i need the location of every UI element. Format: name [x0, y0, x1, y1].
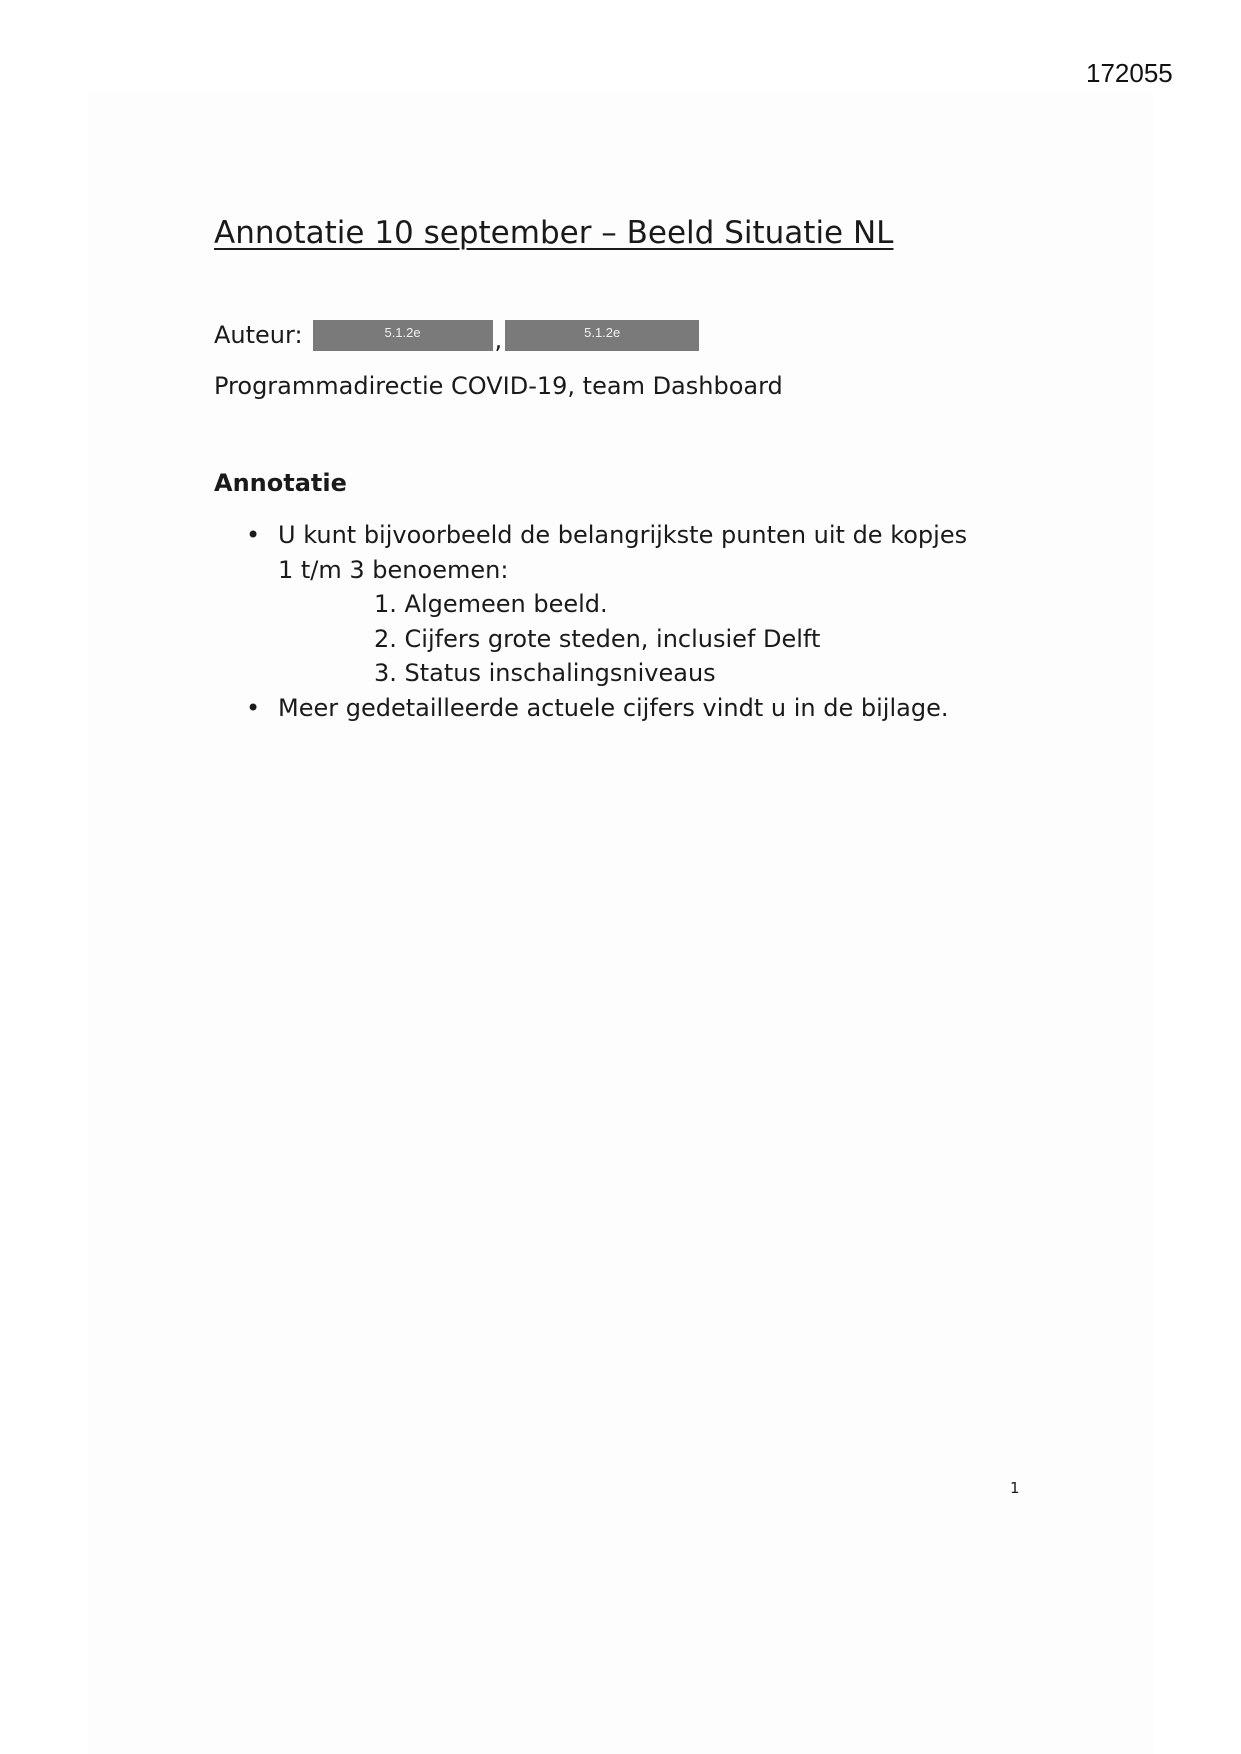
page-number: 1 [1010, 1479, 1020, 1497]
numbered-item: 1. Algemeen beeld. [374, 590, 608, 618]
bullet-list [214, 518, 1034, 725]
numbered-list [278, 587, 1034, 691]
bullet-marker: • [246, 693, 261, 722]
organization-line: Programmadirectie COVID-19, team Dashboard [214, 372, 783, 400]
bullet-text-line: 1 t/m 3 benoemen: [278, 555, 509, 584]
author-label: Auteur: [214, 321, 303, 349]
numbered-item: 3. Status inschalingsniveaus [374, 659, 716, 687]
bullet-marker: • [246, 521, 261, 549]
section-heading: Annotatie [214, 469, 347, 497]
redaction-box: 5.1.2e [505, 320, 699, 351]
redaction-box: 5.1.2e [313, 320, 493, 351]
bullet-text-line: Meer gedetailleerde actuele cijfers vindt u in de bijlage. [278, 693, 949, 722]
document-number: 172055 [1086, 58, 1173, 88]
list-item [214, 518, 1034, 691]
bullet-text-line: U kunt bijvoorbeeld de belangrijkste punten uit de kopjes [278, 521, 968, 549]
author-line [214, 318, 699, 352]
author-separator: , [494, 326, 503, 354]
numbered-item: 2. Cijfers grote steden, inclusief Delft [374, 624, 821, 653]
document-title: Annotatie 10 september – Beeld Situatie NL [214, 215, 894, 251]
list-item [214, 691, 1034, 726]
